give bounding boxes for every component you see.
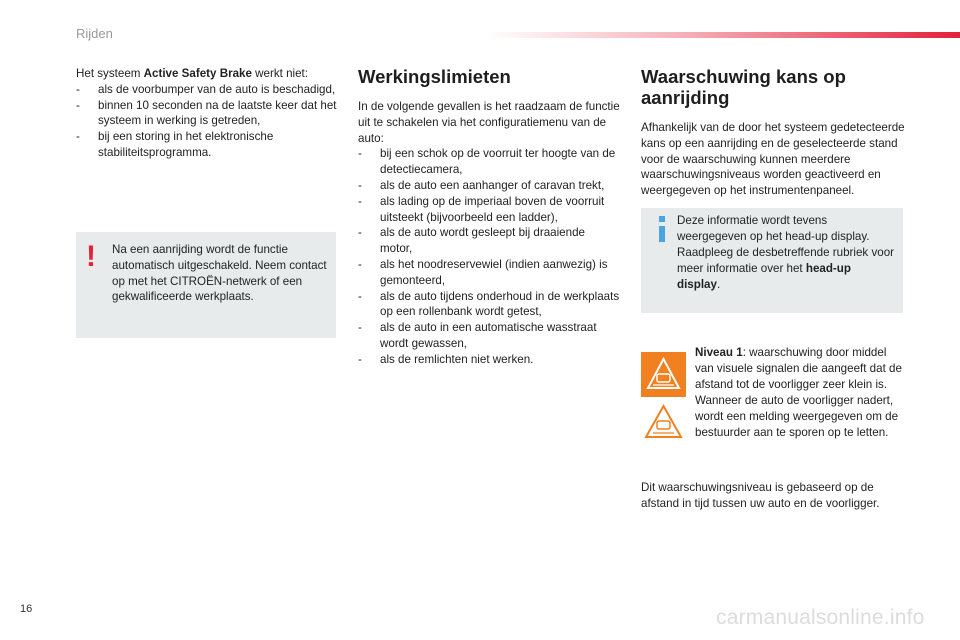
level-1-description [695,345,907,441]
collision-warning-outline-icon [641,402,686,442]
intro-suffix: werkt niet: [251,67,308,80]
limits-intro: In de volgende gevallen is het raadzaam de functie uit te schakelen via het configuratiemenu van de auto: [358,100,620,145]
info-box [641,208,903,313]
column-right [641,66,905,199]
collision-intro: Afhankelijk van de door het systeem gedetecteerde kans op een aanrijding en de geselecteerde stand voor de waarschuwing kunnen meerdere waarschuwingsniveaus worden geactiveerd en weergegeven op het instrumentenpaneel. [641,121,905,198]
header-accent-bar [486,32,960,38]
list-item: - bij een schok op de voorruit ter hoogte van de detectiecamera, [358,146,620,178]
intro-paragraph [76,66,338,82]
section-title-collision-warning: Waarschuwing kans op aanrijding [641,66,846,108]
column-left [76,66,338,161]
limits-list [358,146,620,367]
info-head-up-display: head-up display [677,262,851,291]
info-text-end: . [716,278,721,291]
warning-box [76,232,336,338]
collision-warning-level-icon [641,352,686,397]
column-middle [358,66,620,368]
warning-text: Na een aanrijding wordt de functie automatisch uitgeschakeld. Neem contact op met het CITROËN-netwerk of een gekwalificeerde werkplaats. [112,243,327,304]
list-item: - als de auto wordt gesleept bij draaiende motor, [358,225,620,257]
list-item: - als de auto tijdens onderhoud in de werkplaats op een rollenbank wordt getest, [358,289,620,321]
intro-prefix: Het systeem [76,67,144,80]
info-icon [653,216,673,246]
list-item: - als de auto een aanhanger of caravan trekt, [358,178,620,194]
level-basis-text: Dit waarschuwingsniveau is gebaseerd op de afstand in tijd tussen uw auto en de voorligger. [641,481,880,510]
list-item: - als de auto in een automatische wasstraat wordt gewassen, [358,320,620,352]
level-1-approach-text: Wanneer de auto de voorligger nadert, wordt een melding weergegeven om de bestuurder aan te sporen op te letten. [695,394,899,439]
conditions-list [76,82,338,161]
info-text-body: Deze informatie wordt tevens weergegeven op het head-up display. Raadpleeg de desbetreffende rubriek voor meer informatie over het [677,214,894,275]
info-text [677,213,897,293]
list-item: - binnen 10 seconden na de laatste keer dat het systeem in werking is getreden, [76,98,338,130]
intro-system-name: Active Safety Brake [143,67,252,80]
exclamation-icon: ! [86,240,96,273]
level-1-line [695,345,907,393]
level-label: Niveau 1 [695,346,743,359]
watermark: carmanualsonline.info [716,606,925,629]
page-number: 16 [20,603,33,615]
list-item: - bij een storing in het elektronische stabiliteitsprogramma. [76,129,338,161]
list-item: - als de voorbumper van de auto is beschadigd, [76,82,338,98]
list-item: - als het noodreservewiel (indien aanwezig) is gemonteerd, [358,257,620,289]
list-item: - als de remlichten niet werken. [358,352,620,368]
level-text: : waarschuwing door middel van visuele signalen die aangeeft dat de afstand tot de voorligger zeer klein is. [695,346,902,391]
section-title-limits: Werkingslimieten [358,66,511,87]
section-label: Rijden [76,26,113,41]
list-item: - als lading op de imperiaal boven de voorruit uitsteekt (bijvoorbeeld een ladder), [358,194,620,226]
